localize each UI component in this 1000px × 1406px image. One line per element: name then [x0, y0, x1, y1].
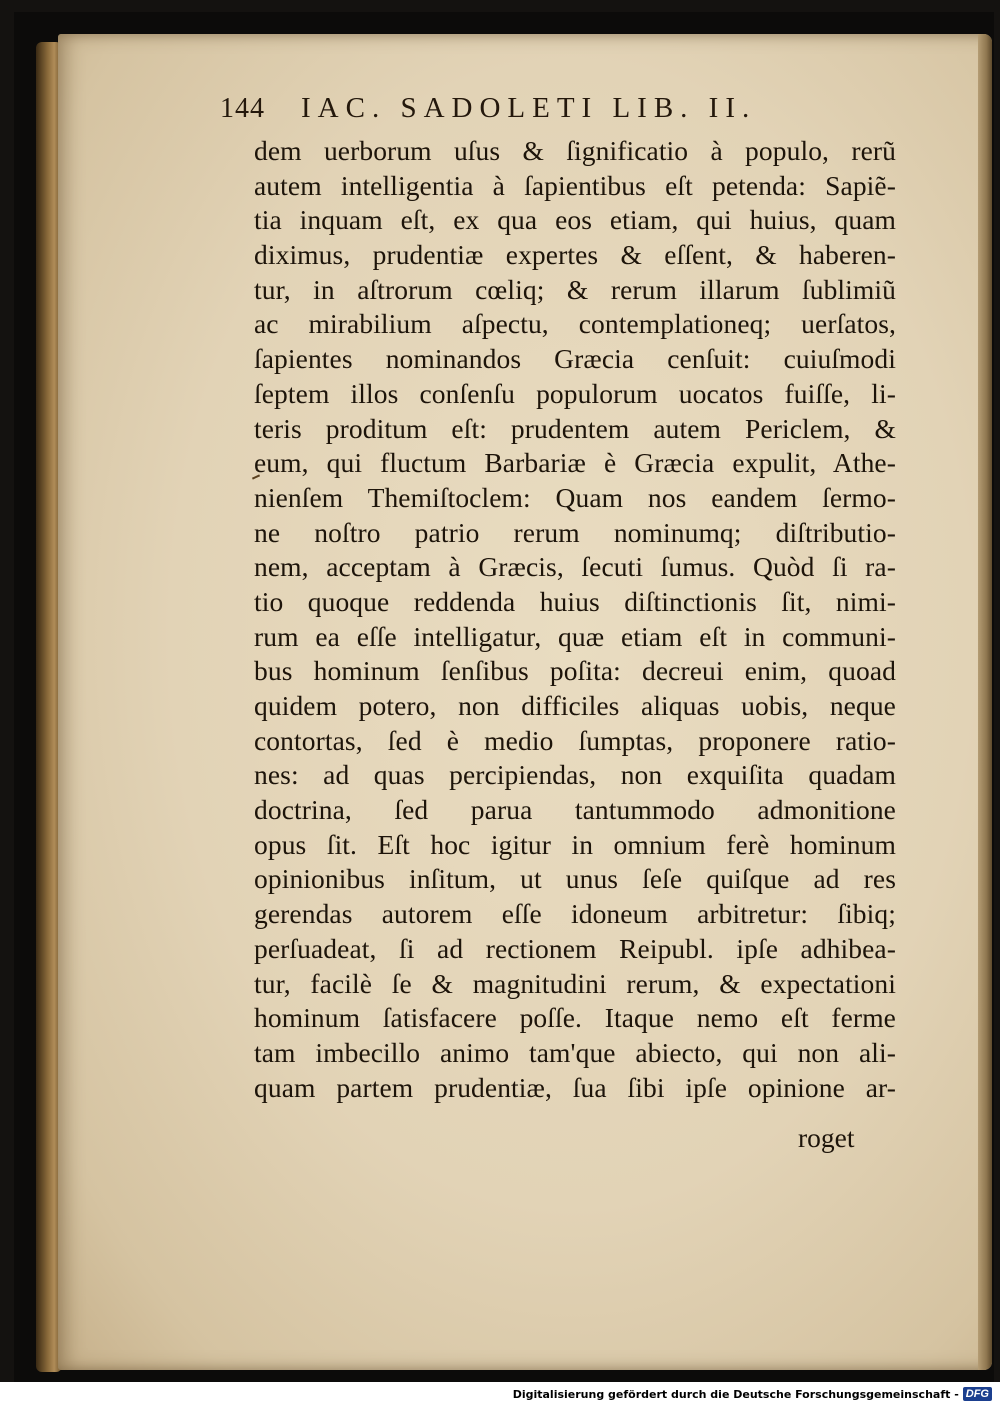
- text-line: dem uerborum uſus & ſignificatio à populo, rerũ: [254, 135, 896, 166]
- dfg-logo: DFG: [963, 1387, 992, 1401]
- text-line: opus ſit. Eſt hoc igitur in omnium ferè hominum: [254, 828, 896, 860]
- text-line: nes: ad quas percipiendas, non exquiſita quadam: [254, 759, 896, 791]
- text-line: hominum ſatisfacere poſſe. Itaque nemo eſt ferme: [254, 1002, 896, 1034]
- text-block: [254, 134, 896, 1105]
- footer-bar: [0, 1382, 1000, 1406]
- running-title: IAC. SADOLETI LIB. II.: [301, 92, 757, 124]
- page-edge: [978, 34, 992, 1370]
- text-line: rum ea eſſe intelligatur, quæ etiam eſt in communi-: [254, 620, 896, 652]
- text-line: nem, acceptam à Græcis, ſecuti ſumus. Quòd ſi ra-: [254, 551, 896, 583]
- text-line: eum, qui fluctum Barbariæ è Græcia expulit, Athe-: [254, 447, 896, 479]
- running-head: [220, 92, 900, 132]
- page-number: 144: [220, 93, 265, 124]
- text-line: quam partem prudentiæ, ſua ſibi ipſe opinione ar-: [254, 1071, 896, 1103]
- text-line: tia inquam eſt, ex qua eos etiam, qui huius, quam: [254, 204, 896, 236]
- text-line: tio quoque reddenda huius diſtinctionis ſit, nimi-: [254, 585, 896, 617]
- text-line: tam imbecillo animo tam'que abiecto, qui non ali-: [254, 1036, 896, 1068]
- text-line: ac mirabilium aſpectu, contemplationeq; uerſatos,: [254, 308, 896, 340]
- text-line: diximus, prudentiæ expertes & eſſent, & haberen-: [254, 239, 896, 271]
- text-line: quidem potero, non difficiles aliquas uobis, neque: [254, 690, 896, 721]
- funding-credit: Digitalisierung gefördert durch die Deutsche Forschungsgemeinschaft -: [512, 1387, 959, 1401]
- text-line: gerendas autorem eſſe idoneum arbitretur: ſibiq;: [254, 898, 896, 930]
- text-line: bus hominum ſenſibus poſita: decreui enim, quoad: [254, 655, 896, 687]
- catchword: roget: [798, 1122, 855, 1153]
- text-line: autem intelligentia à ſapientibus eſt petenda: Sapiẽ-: [254, 169, 896, 201]
- text-line: perſuadeat, ſi ad rectionem Reipubl. ipſe adhibea-: [254, 932, 896, 964]
- text-line: doctrina, ſed parua tantummodo admonitione: [254, 794, 896, 826]
- text-line: ſeptem illos conſenſu populorum uocatos fuiſſe, li-: [254, 377, 896, 409]
- text-line: tur, facilè ſe & magnitudini rerum, & expectationi: [254, 967, 896, 999]
- text-line: opinionibus inſitum, ut unus ſeſe quiſque ad res: [254, 863, 896, 895]
- text-line: ſapientes nominandos Græcia cenſuit: cuiuſmodi: [254, 343, 896, 375]
- text-line: ne noſtro patrio rerum nominumq; diſtributio-: [254, 516, 896, 548]
- text-line: contortas, ſed è medio ſumptas, proponere ratio-: [254, 724, 896, 756]
- text-line: tur, in aſtrorum cœliq; & rerum illarum ſublimiũ: [254, 273, 896, 305]
- text-line: teris proditum eſt: prudentem autem Periclem, &: [254, 412, 896, 444]
- text-line: nienſem Themiſtoclem: Quam nos eandem ſermo-: [254, 481, 896, 513]
